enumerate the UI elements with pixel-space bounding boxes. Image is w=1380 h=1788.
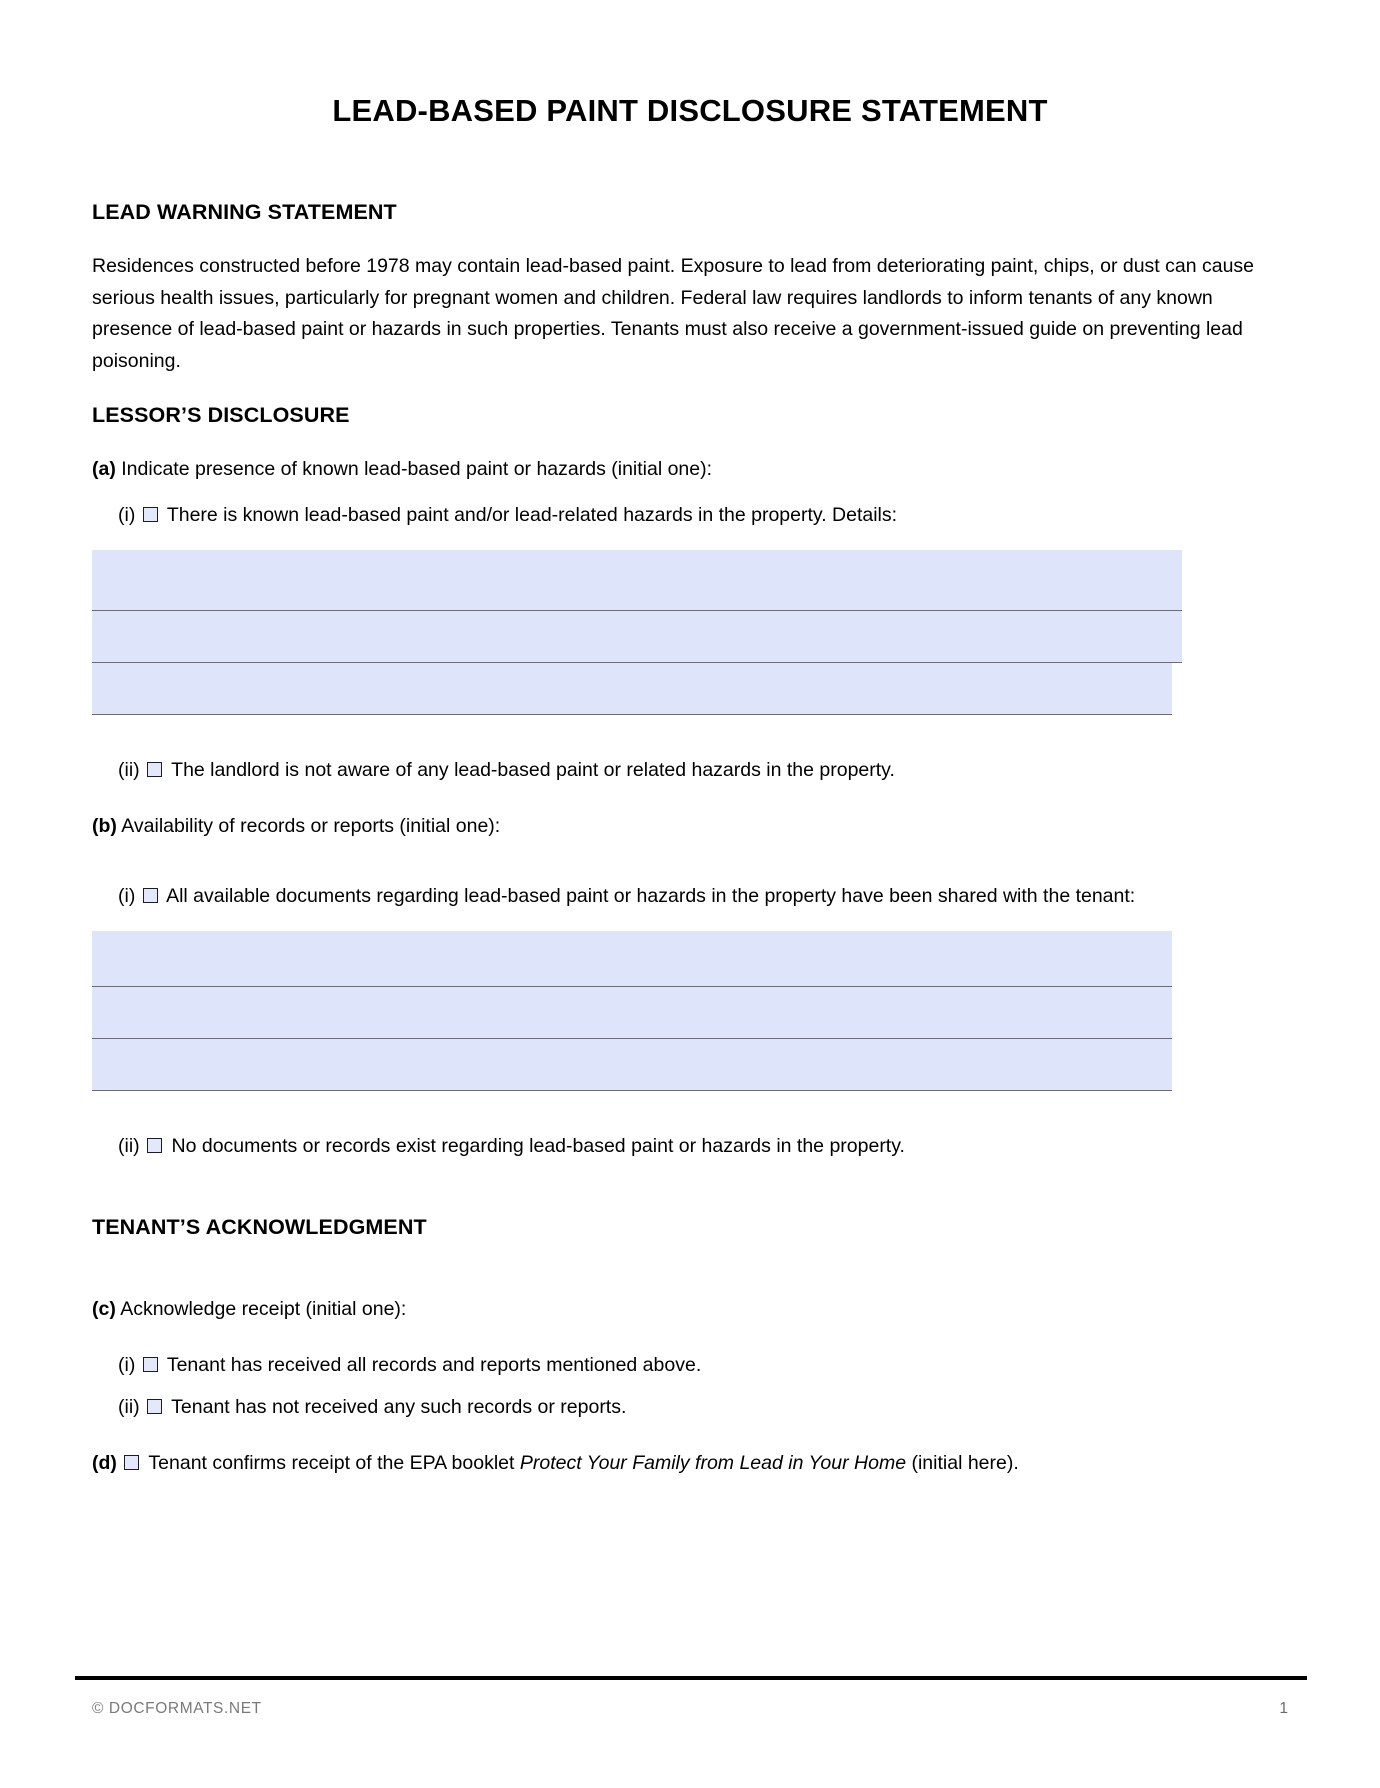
page-title: LEAD-BASED PAINT DISCLOSURE STATEMENT [332, 92, 1048, 128]
item-a-sub-ii-label: (ii) [118, 759, 140, 781]
item-b-sub-i-text: All available documents regarding lead-based paint or hazards in the property have been shared with the tenant: [166, 885, 1136, 907]
details-field-group-a [92, 550, 1282, 715]
document-body [92, 200, 1282, 1478]
checkbox-b-ii[interactable] [147, 1138, 162, 1153]
item-a-sub-i-text: There is known lead-based paint and/or lead-related hazards in the property. Details: [166, 504, 898, 526]
item-b-text: Availability of records or reports (initial one): [121, 815, 501, 837]
spacer [92, 377, 1282, 403]
item-a [92, 454, 1282, 484]
records-field-line-2[interactable] [92, 987, 1172, 1039]
item-a-sub-ii-text: The landlord is not aware of any lead-based paint or related hazards in the property. [171, 759, 895, 781]
spacer [92, 1324, 1282, 1350]
item-b-sub-i [118, 881, 1282, 911]
spacer [92, 841, 1282, 881]
checkbox-b-i[interactable] [143, 888, 158, 903]
spacer [92, 785, 1282, 811]
item-c-label: (c) [92, 1298, 116, 1320]
records-field-line-3[interactable] [92, 1039, 1172, 1091]
item-a-sub-ii [118, 755, 1282, 785]
item-d-label: (d) [92, 1452, 117, 1474]
item-b-sub-ii [118, 1131, 1282, 1161]
checkbox-d[interactable] [124, 1455, 139, 1470]
item-c-sub-i [118, 1350, 1282, 1380]
section-heading-lessors-disclosure: LESSOR’S DISCLOSURE [92, 403, 350, 427]
spacer [92, 1240, 1282, 1294]
details-field-line-2[interactable] [92, 611, 1182, 663]
spacer [92, 1161, 1282, 1215]
item-b-label: (b) [92, 815, 117, 837]
item-c-text: Acknowledge receipt (initial one): [120, 1298, 407, 1320]
checkbox-c-i[interactable] [143, 1357, 158, 1372]
item-c-sub-ii-text: Tenant has not received any such records or reports. [171, 1396, 627, 1418]
item-b [92, 811, 1282, 841]
records-field-line-1[interactable] [92, 931, 1172, 987]
item-b-sub-i-label: (i) [118, 885, 136, 907]
item-b-sub-ii-text: No documents or records exist regarding lead-based paint or hazards in the property. [171, 1135, 905, 1157]
item-c-sub-i-label: (i) [118, 1354, 136, 1376]
spacer [92, 1091, 1282, 1131]
item-c [92, 1294, 1282, 1324]
item-d-text-before: Tenant confirms receipt of the EPA booklet [148, 1452, 515, 1474]
item-d [92, 1448, 1282, 1478]
details-field-line-1[interactable] [92, 550, 1182, 611]
details-field-line-3[interactable] [92, 663, 1172, 715]
item-a-label: (a) [92, 458, 116, 480]
item-c-sub-ii [118, 1392, 1282, 1422]
item-a-text: Indicate presence of known lead-based paint or hazards (initial one): [121, 458, 713, 480]
checkbox-a-i[interactable] [143, 507, 158, 522]
spacer [92, 715, 1282, 755]
item-a-sub-i-label: (i) [118, 504, 136, 526]
spacer [92, 1422, 1282, 1448]
item-a-sub-i [118, 500, 1282, 530]
epa-booklet-title: Protect Your Family from Lead in Your Home [519, 1452, 907, 1474]
item-d-text-after: (initial here). [911, 1452, 1019, 1474]
spacer [92, 484, 1282, 500]
footer-divider [75, 1676, 1307, 1680]
details-field-group-b [92, 931, 1282, 1091]
section-heading-lead-warning: LEAD WARNING STATEMENT [92, 200, 397, 224]
spacer [92, 1380, 1282, 1392]
item-c-sub-i-text: Tenant has received all records and reports mentioned above. [166, 1354, 702, 1376]
spacer [92, 225, 1282, 251]
lead-warning-paragraph: Residences constructed before 1978 may contain lead-based paint. Exposure to lead from deteriorating paint, chips, or dust can cause serious health issues, particularly for pregnant women and children. Federal law requires landlords to inform tenants of any known presence of lead-based paint or hazards in such properties. Tenants must also receive a government-issued guide on preventing lead poisoning. [92, 255, 1255, 372]
checkbox-a-ii[interactable] [147, 762, 162, 777]
spacer [92, 428, 1282, 454]
checkbox-c-ii[interactable] [147, 1399, 162, 1414]
footer-page-number: 1 [1279, 1700, 1288, 1717]
section-heading-tenants-acknowledgment: TENANT’S ACKNOWLEDGMENT [92, 1215, 427, 1239]
item-b-sub-ii-label: (ii) [118, 1135, 140, 1157]
page-footer [92, 1700, 1288, 1718]
item-c-sub-ii-label: (ii) [118, 1396, 140, 1418]
footer-copyright: © DOCFORMATS.NET [92, 1700, 262, 1717]
